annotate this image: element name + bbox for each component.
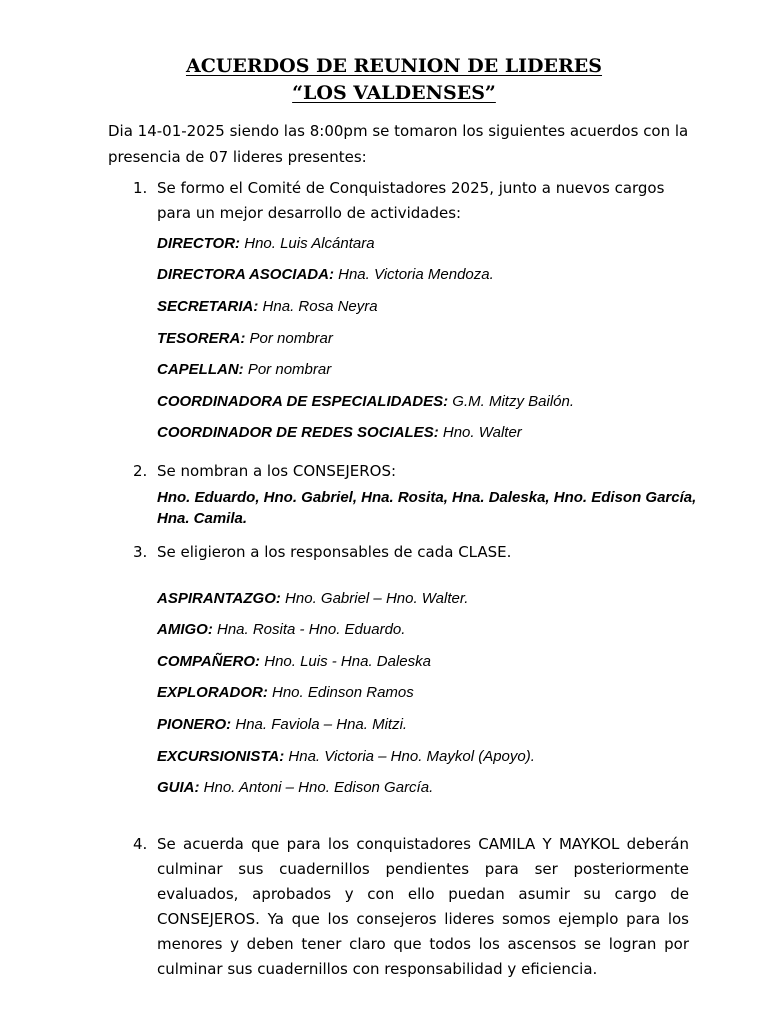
item-number: 3. [133,543,148,561]
item-number: 1. [133,179,148,197]
role-name: Hna. Rosa Neyra [258,298,378,315]
committee-role-line [157,264,697,286]
role-label: EXCURSIONISTA: [157,748,285,765]
item-number: 2. [133,462,148,480]
item-text: Se nombran a los CONSEJEROS: [157,462,397,480]
class-role-line [157,777,697,799]
counselors-names: Hno. Eduardo, Hno. Gabriel, Hna. Rosita, Hna. Daleska, Hno. Edison García, Hna. Camila. [157,489,697,527]
role-name: Hno. Gabriel – Hno. Walter. [280,590,469,607]
role-label: COMPAÑERO: [157,653,261,670]
role-name: Hna. Victoria – Hno. Maykol (Apoyo). [284,748,535,765]
role-name: Hno. Edinson Ramos [267,684,414,701]
role-name: G.M. Mitzy Bailón. [448,393,574,410]
item-number: 4. [133,835,148,853]
intro-paragraph: Dia 14-01-2025 siendo las 8:00pm se tomaron los siguientes acuerdos con la presencia de 07 lideres presentes: [108,122,689,166]
document-title: ACUERDOS DE REUNION DE LIDERES [185,55,603,77]
committee-role-line [157,391,697,413]
role-name: Hna. Rosita - Hno. Eduardo. [212,621,406,638]
role-label: PIONERO: [157,716,232,733]
item-text: Se acuerda que para los conquistadores CAMILA Y MAYKOL deberán culminar sus cuadernillos pendientes para ser posteriormente evaluados, aprobados y con ello puedan asumir su cargo de CONSEJEROS. Ya que los consejeros lideres somos ejemplo para los menores y deben tener claro que todos los ascensos se logran por culminar sus cuadernillos con responsabilidad y eficiencia. [157,835,689,978]
class-role-line [157,746,697,768]
role-label: AMIGO: [157,621,213,638]
role-label: ASPIRANTAZGO: [157,590,281,607]
role-name: Hno. Antoni – Hno. Edison García. [199,779,434,796]
role-label: SECRETARIA: [157,298,259,315]
item-text: Se formo el Comité de Conquistadores 2025, junto a nuevos cargos para un mejor desarrollo de actividades: [157,179,665,222]
item-text: Se eligieron a los responsables de cada CLASE. [157,543,512,561]
role-label: CAPELLAN: [157,361,244,378]
role-name: Por nombrar [243,361,332,378]
committee-role-line [157,359,697,381]
role-name: Hna. Victoria Mendoza. [333,266,494,283]
role-label: DIRECTORA ASOCIADA: [157,266,334,283]
role-name: Hno. Walter [438,424,522,441]
document-subtitle: “LOS VALDENSES” [292,82,496,104]
class-role-line [157,588,697,610]
role-label: COORDINADORA DE ESPECIALIDADES: [157,393,449,410]
committee-role-line [157,328,697,350]
role-label: DIRECTOR: [157,235,241,252]
committee-role-line [157,422,697,444]
role-label: COORDINADOR DE REDES SOCIALES: [157,424,439,441]
class-role-line [157,714,697,736]
role-name: Hno. Luis - Hna. Daleska [260,653,431,670]
class-role-line [157,651,697,673]
class-role-line [157,682,697,704]
role-label: TESORERA: [157,330,246,347]
role-label: GUIA: [157,779,200,796]
role-name: Hna. Faviola – Hna. Mitzi. [231,716,408,733]
role-name: Por nombrar [245,330,333,347]
role-name: Hno. Luis Alcántara [240,235,375,252]
role-label: EXPLORADOR: [157,684,268,701]
class-role-line [157,619,697,641]
committee-role-line [157,296,697,318]
committee-role-line [157,233,697,255]
